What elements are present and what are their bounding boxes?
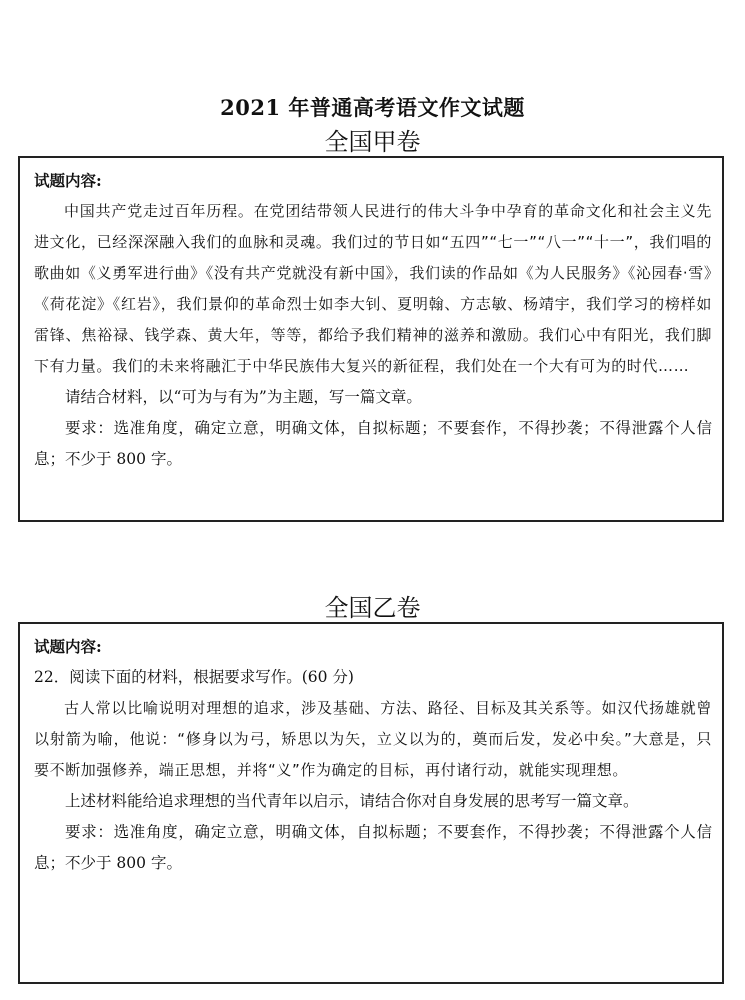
paper-yi-box (18, 622, 724, 984)
paper-yi-label: 试题内容: (34, 637, 102, 656)
paper-jia-label: 试题内容: (34, 171, 102, 190)
paper-jia-box (18, 156, 724, 522)
paper-yi-instruction: 上述材料能给追求理想的当代青年以启示，请结合你对自身发展的思考写一篇文章。 (65, 792, 639, 810)
paper-jia-requirements: 要求：选准角度，确定立意，明确文体，自拟标题；不要套作，不得抄袭；不得泄露个人信息；不少于 800 字。 (34, 419, 712, 468)
document-title: 2021 年普通高考语文作文试题 (220, 95, 525, 120)
paper-jia-material: 中国共产党走过百年历程。在党团结带领人民进行的伟大斗争中孕育的革命文化和社会主义先进文化，已经深深融入我们的血脉和灵魂。我们过的节日如“五四”“七一”“八一”“十一”，我们唱的歌曲如《义勇军进行曲》《没有共产党就没有新中国》，我们读的作品如《为人民服务》《沁园春·雪》《荷花淀》《红岩》，我们景仰的革命烈士如李大钊、夏明翰、方志敏、杨靖宇，我们学习的榜样如雷锋、焦裕禄、钱学森、黄大年，等等，都给予我们精神的滋养和激励。我们心中有阳光，我们脚下有力量。我们的未来将融汇于中华民族伟大复兴的新征程，我们处在一个大有可为的时代…… (34, 202, 712, 375)
paper-yi-question: 22．阅读下面的材料，根据要求写作。(60 分) (34, 668, 354, 686)
paper-jia-title: 全国甲卷 (324, 128, 421, 156)
paper-yi-requirements: 要求：选准角度，确定立意，明确文体，自拟标题；不要套作，不得抄袭；不得泄露个人信息；不少于 800 字。 (34, 823, 712, 872)
paper-yi-title: 全国乙卷 (324, 594, 421, 622)
paper-jia-instruction: 请结合材料，以“可为与有为”为主题，写一篇文章。 (65, 388, 422, 406)
paper-yi-material: 古人常以比喻说明对理想的追求，涉及基础、方法、路径、目标及其关系等。如汉代扬雄就曾以射箭为喻，他说：“修身以为弓，矫思以为矢，立义以为的，奠而后发，发必中矣。”大意是，只要不断加强修养，端正思想，并将“义”作为确定的目标，再付诸行动，就能实现理想。 (34, 699, 712, 779)
